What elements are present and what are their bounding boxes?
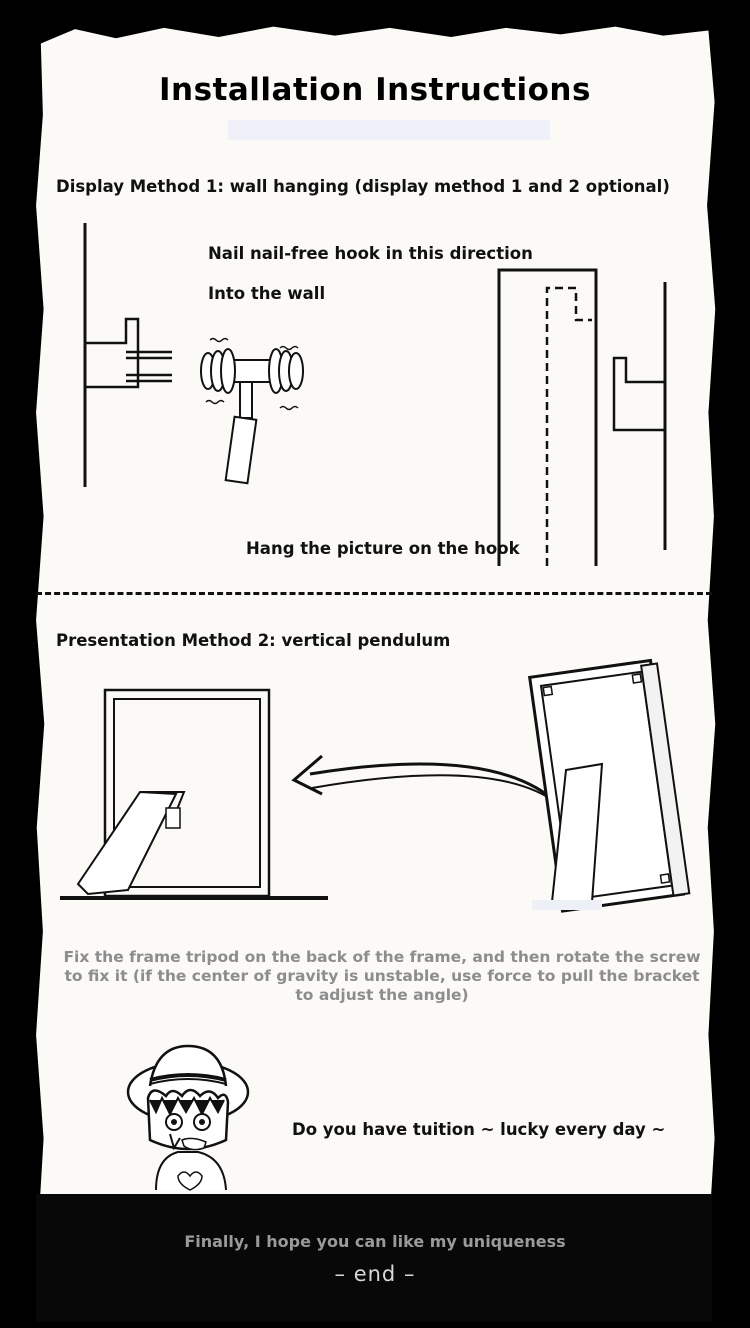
- hang-picture-label: Hang the picture on the hook: [246, 539, 520, 558]
- picture-on-hook-diagram: [490, 262, 680, 572]
- footer-band: [36, 1194, 712, 1322]
- footer-message: Finally, I hope you can like my uniqueness: [184, 1232, 566, 1251]
- into-wall-label: Into the wall: [208, 284, 326, 303]
- method2-heading: Presentation Method 2: vertical pendulum: [56, 631, 451, 650]
- page-title: Installation Instructions: [159, 72, 591, 108]
- cartoon-character-illustration: [126, 1040, 252, 1194]
- section-divider: [36, 592, 712, 595]
- end-marker: – end –: [334, 1262, 416, 1286]
- nail-direction-label: Nail nail-free hook in this direction: [208, 244, 533, 263]
- frame-back-diagram: [506, 640, 702, 910]
- hammer-icon: [196, 336, 321, 486]
- stand-instructions-caption: Fix the frame tripod on the back of the frame, and then rotate the screw to fix it (if the center of gravity is unstable, use force to pull the bracket to adjust the angle): [63, 948, 701, 1004]
- method1-heading: Display Method 1: wall hanging (display method 1 and 2 optional): [56, 177, 670, 196]
- title-underline-bar: [228, 120, 550, 140]
- wall-hook-diagram: [70, 215, 190, 495]
- closing-message: Do you have tuition ~ lucky every day ~: [292, 1120, 666, 1139]
